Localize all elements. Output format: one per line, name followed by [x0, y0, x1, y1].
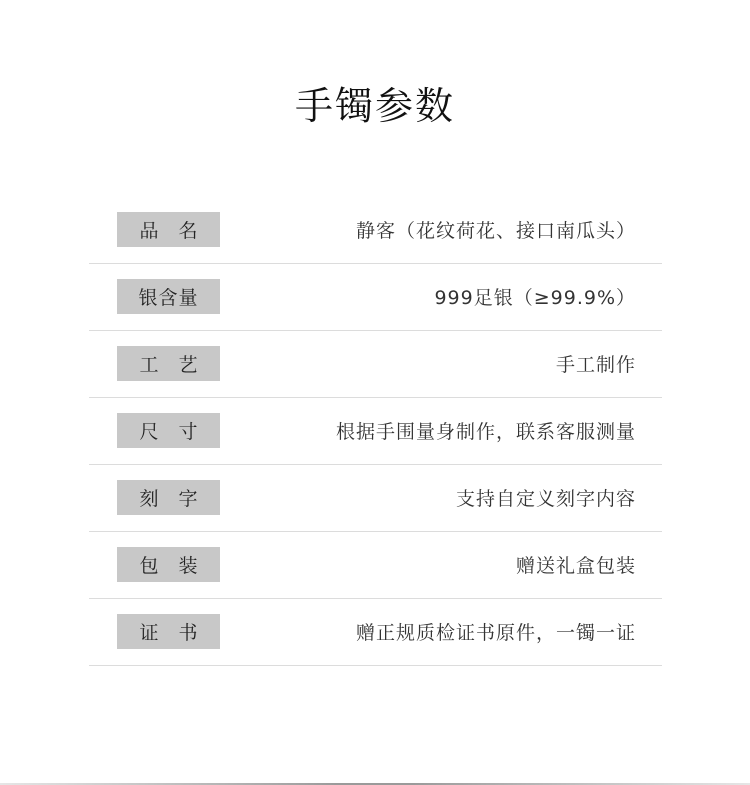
spec-row-silver-content: [89, 264, 662, 331]
spec-label-silver-content: 银含量: [117, 279, 220, 314]
spec-row-name: [89, 197, 662, 264]
spec-row-engraving: [89, 465, 662, 532]
spec-row-packaging: [89, 532, 662, 599]
spec-value-craft: 手工制作: [555, 354, 636, 376]
spec-label-packaging: 包装: [117, 547, 220, 582]
spec-value-engraving: 支持自定义刻字内容: [455, 488, 636, 510]
spec-value-packaging: 赠送礼盒包装: [515, 555, 636, 577]
spec-label-craft: 工艺: [117, 346, 220, 381]
spec-label-certificate: 证书: [117, 614, 220, 649]
spec-row-size: [89, 398, 662, 465]
spec-label-size: 尺寸: [117, 413, 220, 448]
spec-row-certificate: [89, 599, 662, 666]
spec-label-name: 品名: [117, 212, 220, 247]
spec-value-silver-content: 999足银（≥99.9%）: [434, 287, 636, 309]
spec-row-craft: [89, 331, 662, 398]
page-title: 手镯参数: [294, 84, 455, 128]
spec-value-name: 静客（花纹荷花、接口南瓜头）: [355, 220, 636, 242]
spec-value-certificate: 赠正规质检证书原件，一镯一证: [355, 622, 636, 644]
spec-label-engraving: 刻字: [117, 480, 220, 515]
spec-value-size: 根据手围量身制作，联系客服测量: [335, 421, 636, 443]
spec-table: [89, 197, 662, 666]
